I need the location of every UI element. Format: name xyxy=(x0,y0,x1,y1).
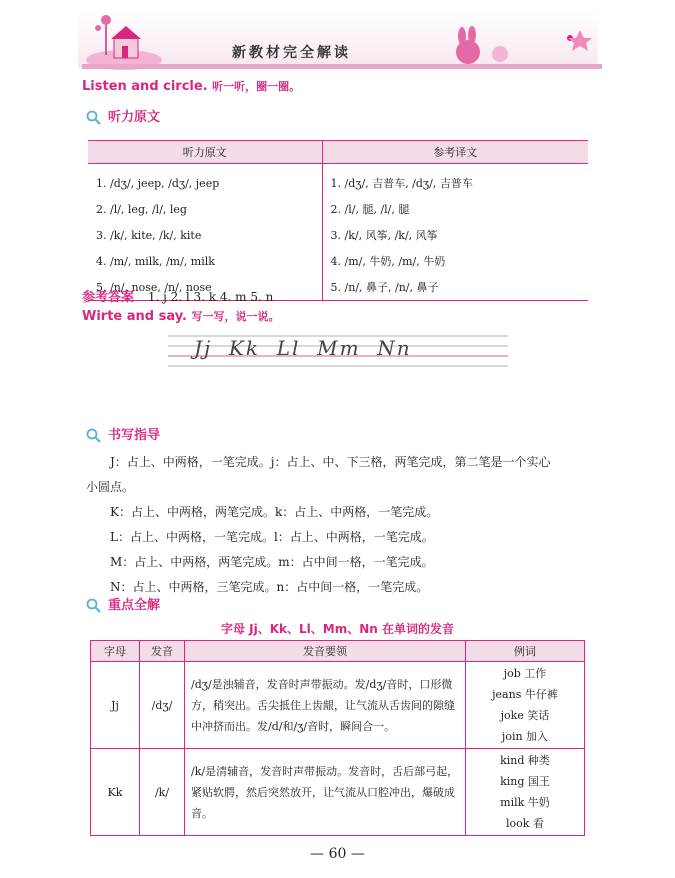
page-number: — 60 — xyxy=(310,846,365,862)
key-points-label: 重点全解 xyxy=(108,598,161,613)
listen-cell: 3. /k/, kite, /k/, kite xyxy=(88,222,322,248)
pron-header-letter: 字母 xyxy=(91,641,140,662)
house-decoration-icon xyxy=(84,10,164,70)
header-title: 新教材完全解读 xyxy=(232,45,351,61)
listen-circle-instruction xyxy=(82,78,300,94)
guide-line: M：占上、中两格，两笔完成。m：占中间一格，一笔完成。 xyxy=(110,555,434,569)
key-points-heading xyxy=(86,594,160,614)
translation-cell: 2. /l/, 腿, /l/, 腿 xyxy=(330,203,410,216)
handwriting-practice xyxy=(168,330,508,370)
listening-table xyxy=(88,140,588,301)
translation-cell: 1. /dʒ/, 吉普车, /dʒ/, 吉普车 xyxy=(330,177,473,190)
example-word: king 国王 xyxy=(500,775,550,788)
translation-cell: 5. /n/, 鼻子, /n/, 鼻子 xyxy=(322,274,588,301)
listen-cell: 2. /l/, leg, /l/, leg xyxy=(88,196,322,222)
writing-guide-label: 书写指导 xyxy=(108,428,161,443)
handwriting-letters: Jj Kk Ll Mm Nn xyxy=(194,336,412,360)
table-row xyxy=(88,222,588,248)
listen-col-right-header: 参考译文 xyxy=(322,141,588,164)
translation-cell: 4. /m/, 牛奶, /m/, 牛奶 xyxy=(330,255,446,268)
example-word: joke 笑话 xyxy=(500,709,550,722)
instruction-en: Listen and circle. xyxy=(82,79,208,94)
magnifier-icon xyxy=(86,598,102,614)
magnifier-icon xyxy=(86,428,102,444)
pron-sound: /dʒ/ xyxy=(140,662,185,749)
example-word: jeans 牛仔裤 xyxy=(492,688,558,701)
listening-heading-label: 听力原文 xyxy=(108,110,161,125)
table-row xyxy=(91,749,585,836)
listen-cell: 5. /n/, nose, /n/, nose xyxy=(88,274,322,301)
example-word: kind 种类 xyxy=(500,754,550,767)
pron-examples xyxy=(466,749,585,836)
header-rule xyxy=(82,64,602,69)
pron-description: /dʒ/是浊辅音，发音时声带振动。发/dʒ/音时，口形微方，稍突出。舌尖抵住上齿龈，让气流从舌齿间的隙缝中冲挤而出。发/d/和/ʒ/音时，瞬间合一。 xyxy=(185,662,466,749)
pron-header-sound: 发音 xyxy=(140,641,185,662)
pron-header-examples: 例词 xyxy=(466,641,585,662)
answer-label: 参考答案 xyxy=(82,290,135,305)
table-row xyxy=(91,662,585,749)
magnifier-icon xyxy=(86,110,102,126)
example-word: look 看 xyxy=(506,817,544,830)
page-header xyxy=(0,0,675,78)
pron-letter: Jj xyxy=(91,662,140,749)
table-row xyxy=(88,196,588,222)
table-row xyxy=(88,164,588,197)
guide-line: 小圆点。 xyxy=(86,480,135,494)
write-say-instruction xyxy=(82,308,279,324)
guide-line: K：占上、中两格，两笔完成。k：占上、中两格，一笔完成。 xyxy=(110,505,439,519)
pron-sound: /k/ xyxy=(140,749,185,836)
table-row xyxy=(88,248,588,274)
writing-guide-body xyxy=(86,450,596,600)
pron-table-caption: 字母 Jj、Kk、Ll、Mm、Nn 在单词的发音 xyxy=(220,622,454,636)
translation-cell: 3. /k/, 风筝, /k/, 风筝 xyxy=(330,229,438,242)
guide-line: N：占上、中两格，三笔完成。n：占中间一格，一笔完成。 xyxy=(110,580,429,594)
answer-text: 1. j 2. l 3. k 4. m 5. n xyxy=(147,290,274,304)
answer-line xyxy=(82,286,273,305)
writing-guide-heading xyxy=(86,424,160,444)
write-say-en: Wirte and say. xyxy=(82,309,187,324)
write-say-zh: 写一写，说一说。 xyxy=(191,310,280,323)
example-word: join 加入 xyxy=(501,730,549,743)
pron-header-method: 发音要领 xyxy=(185,641,466,662)
pron-letter: Kk xyxy=(91,749,140,836)
guide-line: J：占上、中两格，一笔完成。j：占上、中、下三格，两笔完成，第二笔是一个实心 xyxy=(110,455,551,469)
guide-line: L：占上、中两格，一笔完成。l：占上、中两格，一笔完成。 xyxy=(110,530,434,544)
listen-cell: 1. /dʒ/, jeep, /dʒ/, jeep xyxy=(88,164,322,197)
listening-text-heading xyxy=(86,106,160,126)
pronunciation-table xyxy=(90,640,585,836)
listen-col-left-header: 听力原文 xyxy=(88,141,322,164)
pron-description: /k/是清辅音，发音时声带振动。发音时，舌后部弓起，紧贴软腭，然后突然放开，让气流从口腔冲出，爆破成音。 xyxy=(185,749,466,836)
instruction-zh: 听一听，圈一圈。 xyxy=(212,80,301,93)
example-word: milk 牛奶 xyxy=(500,796,550,809)
listen-cell: 4. /m/, milk, /m/, milk xyxy=(88,248,322,274)
pron-examples xyxy=(466,662,585,749)
example-word: job 工作 xyxy=(503,667,547,680)
bunny-decoration-icon xyxy=(440,24,600,69)
